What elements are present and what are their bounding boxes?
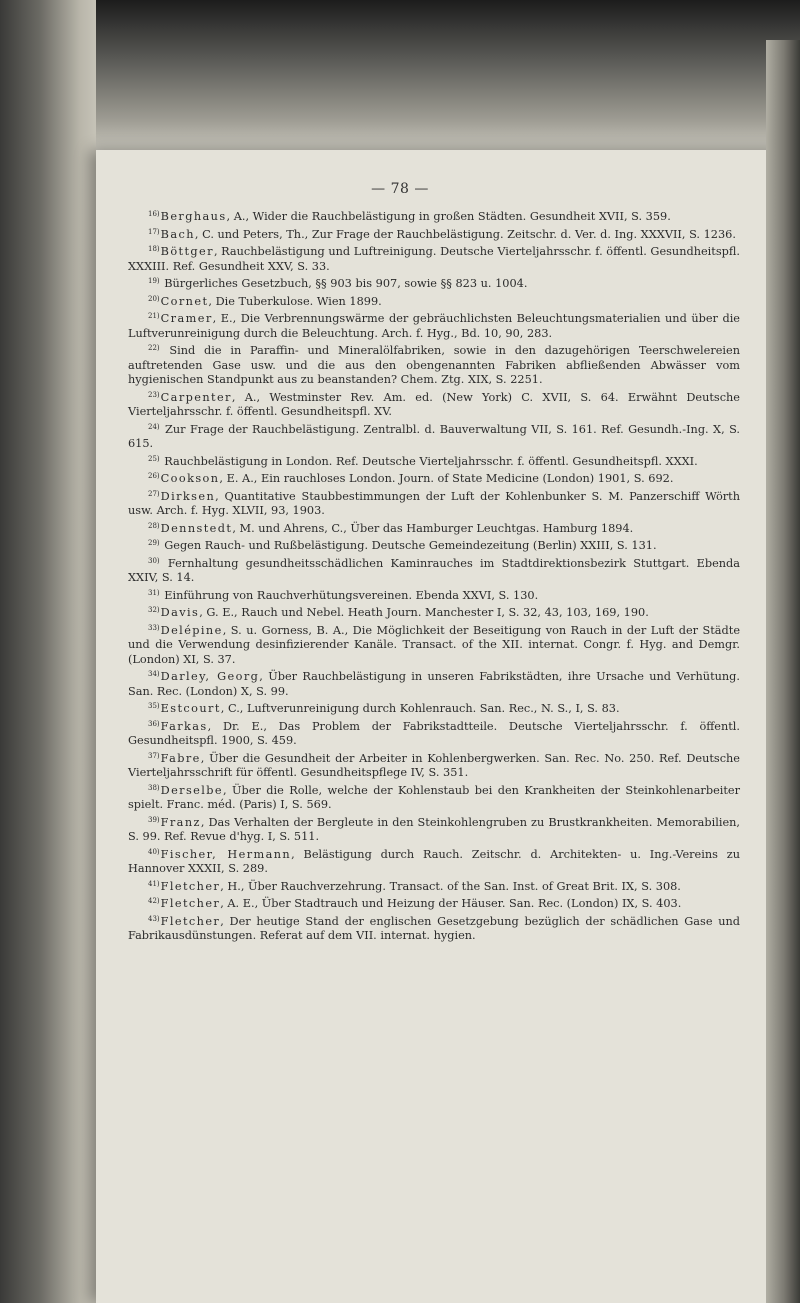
reference-entry <box>128 225 740 243</box>
reference-entry <box>128 603 740 621</box>
footnote-number: 38) <box>148 783 160 792</box>
reference-text: , M. und Ahrens, C., Über das Hamburger Leuchtgas. Hamburg 1894. <box>232 521 634 535</box>
reference-text: , G. E., Rauch und Nebel. Heath Journ. Manchester I, S. 32, 43, 103, 169, 190. <box>199 606 649 619</box>
reference-text: , Das Verhalten der Bergleute in den Steinkohlengruben zu Brustkrankheiten. Memorabilien, S. 99. Ref. Revue d'hyg. I, S. 511. <box>128 815 740 843</box>
reference-entry <box>128 341 740 388</box>
reference-author: Estcourt <box>160 702 221 715</box>
reference-text: , S. u. Gorness, B. A., Die Möglichkeit der Beseitigung von Rauch in der Luft der Städte und die Verwendung desinfizierender Kanäle. Transact. of the XII. internat. Congr. f. Hyg. and Demgr. (London) XI, S. 37. <box>128 623 740 666</box>
footnote-number: 17) <box>148 227 160 236</box>
reference-text: , Über die Rolle, welche der Kohlenstaub bei den Krankheiten der Steinkohlenarbeiter spielt. Franc. méd. (Paris) I, S. 569. <box>128 783 740 811</box>
reference-author: Bach <box>160 227 195 241</box>
footnote-number: 35) <box>148 702 160 710</box>
reference-author: Delépine <box>160 623 223 637</box>
reference-text: Fernhaltung gesundheitsschädlichen Kaminrauches im Stadtdirektionsbezirk Stuttgart. Ebenda XXIV, S. 14. <box>128 556 740 584</box>
reference-text: , C. und Peters, Th., Zur Frage der Rauchbelästigung. Zeitschr. d. Ver. d. Ing. XXXVII, S. 1236. <box>194 227 736 241</box>
footnote-number: 43) <box>148 914 160 923</box>
book-edge-right <box>766 40 800 1303</box>
footnote-number: 20) <box>148 294 160 303</box>
reference-entry <box>128 207 740 225</box>
reference-entry <box>128 469 740 487</box>
footnote-number: 30) <box>148 556 160 565</box>
reference-entry <box>128 877 740 895</box>
footnote-number: 16) <box>148 210 160 218</box>
reference-author: Franz <box>160 815 201 829</box>
footnote-number: 33) <box>148 623 160 632</box>
footnote-number: 39) <box>148 815 160 824</box>
reference-text: , A., Wider die Rauchbelästigung in großen Städten. Gesundheit XVII, S. 359. <box>226 210 671 223</box>
reference-author: Fletcher <box>160 914 221 928</box>
reference-entry <box>128 894 740 912</box>
reference-text: , Quantitative Staubbestimmungen der Luft der Kohlenbunker S. M. Panzerschiff Wörth usw. Arch. f. Hyg. XLVII, 93, 1903. <box>128 489 740 517</box>
reference-text: Rauchbelästigung in London. Ref. Deutsche Vierteljahrsschr. f. öffentl. Gesundheitspfl. XXXI. <box>160 454 698 468</box>
reference-author: Carpenter <box>160 390 232 404</box>
reference-entry <box>128 519 740 537</box>
footnote-number: 31) <box>148 588 160 597</box>
reference-author: Cramer <box>160 312 213 325</box>
footnote-number: 22) <box>148 344 160 352</box>
reference-author: Davis <box>160 606 200 619</box>
reference-entry <box>128 274 740 292</box>
reference-entry <box>128 586 740 604</box>
footnote-number: 25) <box>148 454 160 463</box>
reference-text: , Die Tuberkulose. Wien 1899. <box>208 294 382 308</box>
reference-author: Fletcher <box>160 897 221 910</box>
reference-entry <box>128 487 740 519</box>
reference-author: Fischer, Hermann <box>160 847 292 861</box>
reference-text: , Über die Gesundheit der Arbeiter in Kohlenbergwerken. San. Rec. No. 250. Ref. Deutsche Vierteljahrsschrift für öffentl. Gesundheitspflege IV, S. 351. <box>128 751 740 779</box>
reference-author: Böttger <box>160 245 214 258</box>
reference-text: Zur Frage der Rauchbelästigung. Zentralbl. d. Bauverwaltung VII, S. 161. Ref. Gesundh.-Ing. X, S. 615. <box>128 422 740 450</box>
reference-list <box>128 207 740 944</box>
footnote-number: 24) <box>148 422 160 431</box>
reference-text: , A. E., Über Stadtrauch und Heizung der Häuser. San. Rec. (London) IX, S. 403. <box>220 897 682 910</box>
footnote-number: 32) <box>148 606 160 614</box>
reference-entry <box>128 781 740 813</box>
reference-entry <box>128 845 740 877</box>
reference-author: Fletcher <box>160 879 221 893</box>
reference-author: Berghaus <box>160 210 227 223</box>
reference-text: , A., Westminster Rev. Am. ed. (New York) C. XVII, S. 64. Erwähnt Deutsche Vierteljahrsschr. f. öffentl. Gesundheitspfl. XV. <box>128 390 740 418</box>
reference-text: , Dr. E., Das Problem der Fabrikstadtteile. Deutsche Vierteljahrsschr. f. öffentl. Gesundheitspfl. 1900, S. 459. <box>128 719 740 747</box>
footnote-number: 21) <box>148 312 160 320</box>
reference-entry <box>128 452 740 470</box>
reference-author: Fabre <box>160 751 201 765</box>
footnote-number: 34) <box>148 670 160 678</box>
footnote-number: 36) <box>148 719 160 728</box>
footnote-number: 27) <box>148 489 160 498</box>
footnote-number: 29) <box>148 539 160 547</box>
reference-author: Darley, Georg <box>160 670 260 683</box>
reference-entry <box>128 536 740 554</box>
reference-text: , H., Über Rauchverzehrung. Transact. of the San. Inst. of Great Brit. IX, S. 308. <box>220 879 681 893</box>
reference-entry <box>128 717 740 749</box>
footnote-number: 37) <box>148 751 160 760</box>
reference-entry <box>128 912 740 944</box>
reference-entry <box>128 242 740 274</box>
footnote-number: 19) <box>148 277 160 285</box>
reference-author: Dennstedt <box>160 521 233 535</box>
reference-entry <box>128 292 740 310</box>
reference-entry <box>128 621 740 668</box>
reference-text: Bürgerliches Gesetzbuch, §§ 903 bis 907, sowie §§ 823 u. 1004. <box>160 277 528 290</box>
reference-author: Derselbe <box>160 783 223 797</box>
reference-text: , Rauchbelästigung und Luftreinigung. Deutsche Vierteljahrsschr. f. öffentl. Gesundheitspfl. XXXIII. Ref. Gesundheit XXV, S. 33. <box>128 245 740 273</box>
reference-text: , C., Luftverunreinigung durch Kohlenrauch. San. Rec., N. S., I, S. 83. <box>220 702 620 715</box>
reference-entry <box>128 388 740 420</box>
reference-author: Dirksen <box>160 489 216 503</box>
footnote-number: 28) <box>148 521 160 530</box>
footnote-number: 26) <box>148 472 160 480</box>
reference-author: Cookson <box>160 472 220 485</box>
reference-entry <box>128 667 740 699</box>
footnote-number: 40) <box>148 847 160 856</box>
reference-text: , Über Rauchbelästigung in unseren Fabrikstädten, ihre Ursache und Verhütung. San. Rec. (London) X, S. 99. <box>128 670 740 698</box>
reference-entry <box>128 309 740 341</box>
footnote-number: 41) <box>148 879 160 888</box>
footnote-number: 18) <box>148 245 160 253</box>
reference-entry <box>128 420 740 452</box>
reference-text: Sind die in Paraffin- und Mineralölfabriken, sowie in den dazugehörigen Teerschwelereien auftretenden Gase usw. und die aus den obengenannten Fabriken abfließenden Abwässer vom hygienischen Standpunkt aus zu beanstanden? Chem. Ztg. XIX, S. 2251. <box>128 344 740 386</box>
reference-text: , E. A., Ein rauchloses London. Journ. of State Medicine (London) 1901, S. 692. <box>219 472 674 485</box>
reference-entry <box>128 554 740 586</box>
reference-text: , Der heutige Stand der englischen Gesetzgebung bezüglich der schädlichen Gase und Fabrikausdünstungen. Referat auf dem VII. internat. hygien. <box>128 914 740 942</box>
reference-text: Gegen Rauch- und Rußbelästigung. Deutsche Gemeindezeitung (Berlin) XXIII, S. 131. <box>160 539 657 552</box>
reference-text: , E., Die Verbrennungswärme der gebräuchlichsten Beleuchtungsmaterialien und über die Luftverunreinigung durch die Beleuchtung. Arch. f. Hyg., Bd. 10, 90, 283. <box>128 312 740 340</box>
reference-author: Farkas <box>160 719 208 733</box>
page-number: — 78 — <box>371 181 429 197</box>
footnote-number: 42) <box>148 897 160 905</box>
scan-shadow-top <box>96 0 800 150</box>
reference-text: Einführung von Rauchverhütungsvereinen. Ebenda XXVI, S. 130. <box>160 588 539 602</box>
reference-entry <box>128 749 740 781</box>
reference-author: Cornet <box>160 294 209 308</box>
footnote-number: 23) <box>148 390 160 399</box>
reference-text: , Belästigung durch Rauch. Zeitschr. d. Architekten- u. Ing.-Vereins zu Hannover XXXII, S. 289. <box>128 847 740 875</box>
reference-entry <box>128 699 740 717</box>
reference-entry <box>128 813 740 845</box>
